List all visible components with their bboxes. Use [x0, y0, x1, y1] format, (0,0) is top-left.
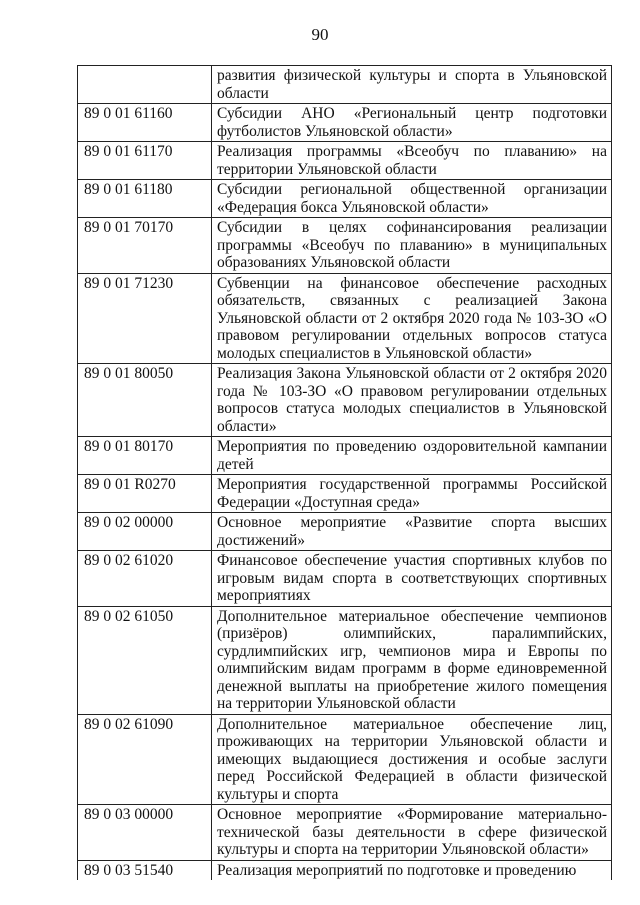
table-row [78, 66, 612, 104]
table-row [78, 475, 612, 513]
code-cell: 89 0 01 61180 [78, 180, 212, 218]
description-cell: развития физической культуры и спорта в Ульяновской области [212, 66, 612, 104]
code-cell: 89 0 03 00000 [78, 805, 212, 861]
description-cell: Основное мероприятие «Развитие спорта высших достижений» [212, 513, 612, 551]
description-cell: Дополнительное материальное обеспечение чемпионов (призёров) олимпийских, паралимпийских, сурдлимпийских игр, чемпионов мира и Европы по олимпийским видам программ в форме единовременной денежной выплаты на приобретение жилого помещения на территории Ульяновской области [212, 606, 612, 714]
table-row [78, 437, 612, 475]
budget-code-table [77, 65, 612, 880]
table-row [78, 606, 612, 714]
code-cell: 89 0 01 R0270 [78, 475, 212, 513]
description-cell: Мероприятия по проведению оздоровительной кампании детей [212, 437, 612, 475]
code-cell: 89 0 01 61170 [78, 142, 212, 180]
description-cell: Реализация Закона Ульяновской области от 2 октября 2020 года № 103-ЗО «О правовом регулировании отдельных вопросов статуса молодых специалистов в Ульяновской области» [212, 364, 612, 437]
description-cell: Мероприятия государственной программы Российской Федерации «Доступная среда» [212, 475, 612, 513]
code-cell: 89 0 03 51540 [78, 860, 212, 880]
code-cell: 89 0 02 61090 [78, 714, 212, 805]
table-row [78, 860, 612, 880]
code-cell: 89 0 01 80170 [78, 437, 212, 475]
description-cell: Финансовое обеспечение участия спортивных клубов по игровым видам спорта в соответствующих спортивных мероприятиях [212, 551, 612, 607]
code-cell: 89 0 02 61020 [78, 551, 212, 607]
page-number: 90 [311, 25, 329, 44]
description-cell: Субвенции на финансовое обеспечение расходных обязательств, связанных с реализацией Закона Ульяновской области от 2 октября 2020 года № 103-ЗО «О правовом регулировании отдельных вопросов статуса молодых специалистов в Ульяновской области» [212, 273, 612, 364]
description-cell: Реализация программы «Всеобуч по плаванию» на территории Ульяновской области [212, 142, 612, 180]
code-cell: 89 0 01 70170 [78, 218, 212, 274]
description-cell: Субсидии в целях софинансирования реализации программы «Всеобуч по плаванию» в муниципальных образованиях Ульяновской области [212, 218, 612, 274]
description-cell: Субсидии региональной общественной организации «Федерация бокса Ульяновской области» [212, 180, 612, 218]
table-row [78, 142, 612, 180]
description-cell: Субсидии АНО «Региональный центр подготовки футболистов Ульяновской области» [212, 104, 612, 142]
code-cell: 89 0 02 61050 [78, 606, 212, 714]
table-row [78, 513, 612, 551]
table-row [78, 714, 612, 805]
table-row [78, 273, 612, 364]
code-cell: 89 0 01 80050 [78, 364, 212, 437]
table-row [78, 551, 612, 607]
description-cell: Дополнительное материальное обеспечение лиц, проживающих на территории Ульяновской области и имеющих выдающиеся достижения и особые заслуги перед Российской Федерацией в области физической культуры и спорта [212, 714, 612, 805]
code-cell: 89 0 01 61160 [78, 104, 212, 142]
table-row [78, 180, 612, 218]
table-row [78, 104, 612, 142]
table-row [78, 218, 612, 274]
description-cell: Реализация мероприятий по подготовке и проведению [212, 860, 612, 880]
code-cell: 89 0 01 71230 [78, 273, 212, 364]
code-cell: 89 0 02 00000 [78, 513, 212, 551]
table-row [78, 364, 612, 437]
description-cell: Основное мероприятие «Формирование материально-технической базы деятельности в сфере физической культуры и спорта на территории Ульяновской области» [212, 805, 612, 861]
table-row [78, 805, 612, 861]
code-cell [78, 66, 212, 104]
